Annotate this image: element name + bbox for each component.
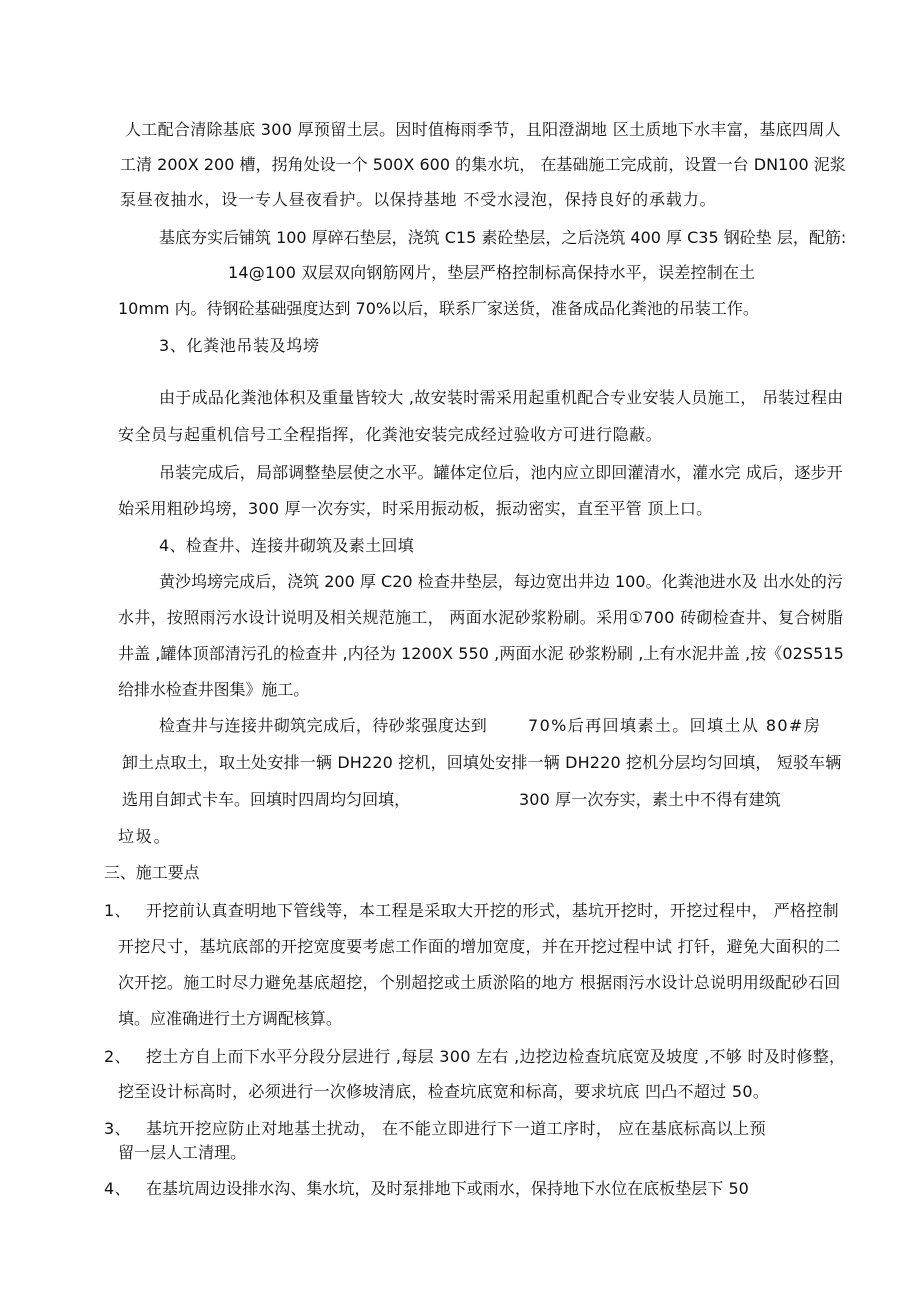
- text-line: 由于成品化粪池体积及重量皆较大 ,故安装时需采用起重机配合专业安装人员施工， 吊装过程由: [159, 388, 844, 407]
- text-line: 开挖尺寸，基坑底部的开挖宽度要考虑工作面的增加宽度，并在开挖过程中试 打钎，避免大面积的二: [118, 937, 841, 956]
- list-number: 3、: [104, 1119, 131, 1138]
- list-number: 2、: [104, 1047, 131, 1066]
- text-line: 300 厚一次夯实，素土中不得有建筑: [519, 790, 781, 809]
- text-line: 垃圾。: [118, 827, 172, 846]
- text-line: 次开挖。施工时尽力避免基底超挖，个别超挖或土质淤陷的地方 根据雨污水设计总说明用级配砂石回: [118, 973, 841, 992]
- text-line: 工清 200X 200 槽，拐角处设一个 500X 600 的集水坑， 在基础施工完成前，设置一台 DN100 泥浆: [120, 155, 846, 174]
- text-line: 基底夯实后铺筑 100 厚碎石垫层，浇筑 C15 素砼垫层，之后浇筑 400 厚 C35 钢砼垫 层，配筋:: [159, 228, 847, 247]
- list-number: 1、: [104, 901, 131, 920]
- text-line: 70%后再回填素土。回填土从 80#房: [528, 716, 822, 735]
- text-line: 留一层人工清理。: [118, 1143, 247, 1162]
- text-line: 吊装完成后，局部调整垫层使之水平。罐体定位后，池内应立即回灌清水，灌水完 成后，逐步开: [159, 463, 843, 482]
- text-line: 始采用粗砂坞塝，300 厚一次夯实，时采用振动板，振动密实，直至平管 顶上口。: [118, 499, 713, 518]
- text-line: 黄沙坞塝完成后，浇筑 200 厚 C20 检查井垫层，每边宽出井边 100。化粪池进水及 出水处的污: [159, 572, 843, 591]
- list-number: 4、: [104, 1179, 131, 1198]
- text-line: 卸土点取土，取土处安排一辆 DH220 挖机，回填处安排一辆 DH220 挖机分层均匀回填， 短驳车辆: [122, 753, 842, 772]
- text-line: 基坑开挖应防止对地基土扰动， 在不能立即进行下一道工序时， 应在基底标高以上预: [146, 1119, 767, 1138]
- section-heading: 3、化粪池吊装及坞塝: [159, 336, 320, 355]
- section-heading: 4、检查井、连接井砌筑及素土回填: [159, 536, 414, 555]
- text-line: 泵昼夜抽水，设一专人昼夜看护。以保持基地 不受水浸泡，保持良好的承载力。: [120, 190, 717, 209]
- text-line: 检查井与连接井砌筑完成后，待砂浆强度达到: [159, 716, 488, 735]
- text-line: 挖土方自上而下水平分段分层进行 ,每层 300 左右 ,边挖边检查坑底宽及坡度 ,不够 时及时修整，: [146, 1047, 846, 1066]
- text-line: 水井，按照雨污水设计说明及相关规范施工， 两面水泥砂浆粉刷。采用①700 砖砌检查井、复合树脂: [118, 608, 844, 627]
- text-line: 挖至设计标高时，必须进行一次修坡清底，检查坑底宽和标高，要求坑底 凹凸不超过 50。: [118, 1082, 770, 1101]
- text-line: 14@100 双层双向钢筋网片，垫层严格控制标高保持水平，误差控制在土: [228, 263, 756, 282]
- text-line: 10mm 内。待钢砼基础强度达到 70%以后，联系厂家送货，准备成品化粪池的吊装工作。: [118, 299, 759, 318]
- text-line: 填。应准确进行土方调配核算。: [118, 1009, 342, 1028]
- text-line: 安全员与起重机信号工全程指挥，化粪池安装完成经过验收方可进行隐蔽。: [118, 425, 663, 444]
- text-line: 人工配合清除基底 300 厚预留土层。因时值梅雨季节，且阳澄湖地 区土质地下水丰富，基底四周人: [125, 120, 841, 139]
- text-line: 开挖前认真查明地下管线等，本工程是采取大开挖的形式，基坑开挖时，开挖过程中， 严格控制: [146, 901, 840, 920]
- text-line: 选用自卸式卡车。回填时四周均匀回填，: [122, 790, 411, 809]
- text-line: 在基坑周边设排水沟、集水坑，及时泵排地下或雨水，保持地下水位在底板垫层下 50: [146, 1179, 749, 1198]
- section-heading: 三、施工要点: [104, 863, 200, 882]
- text-line: 给排水检查井图集》施工。: [118, 680, 310, 699]
- text-line: 井盖 ,罐体顶部清污孔的检查井 ,内径为 1200X 550 ,两面水泥 砂浆粉刷 ,上有水泥井盖 ,按《02S515: [118, 644, 844, 663]
